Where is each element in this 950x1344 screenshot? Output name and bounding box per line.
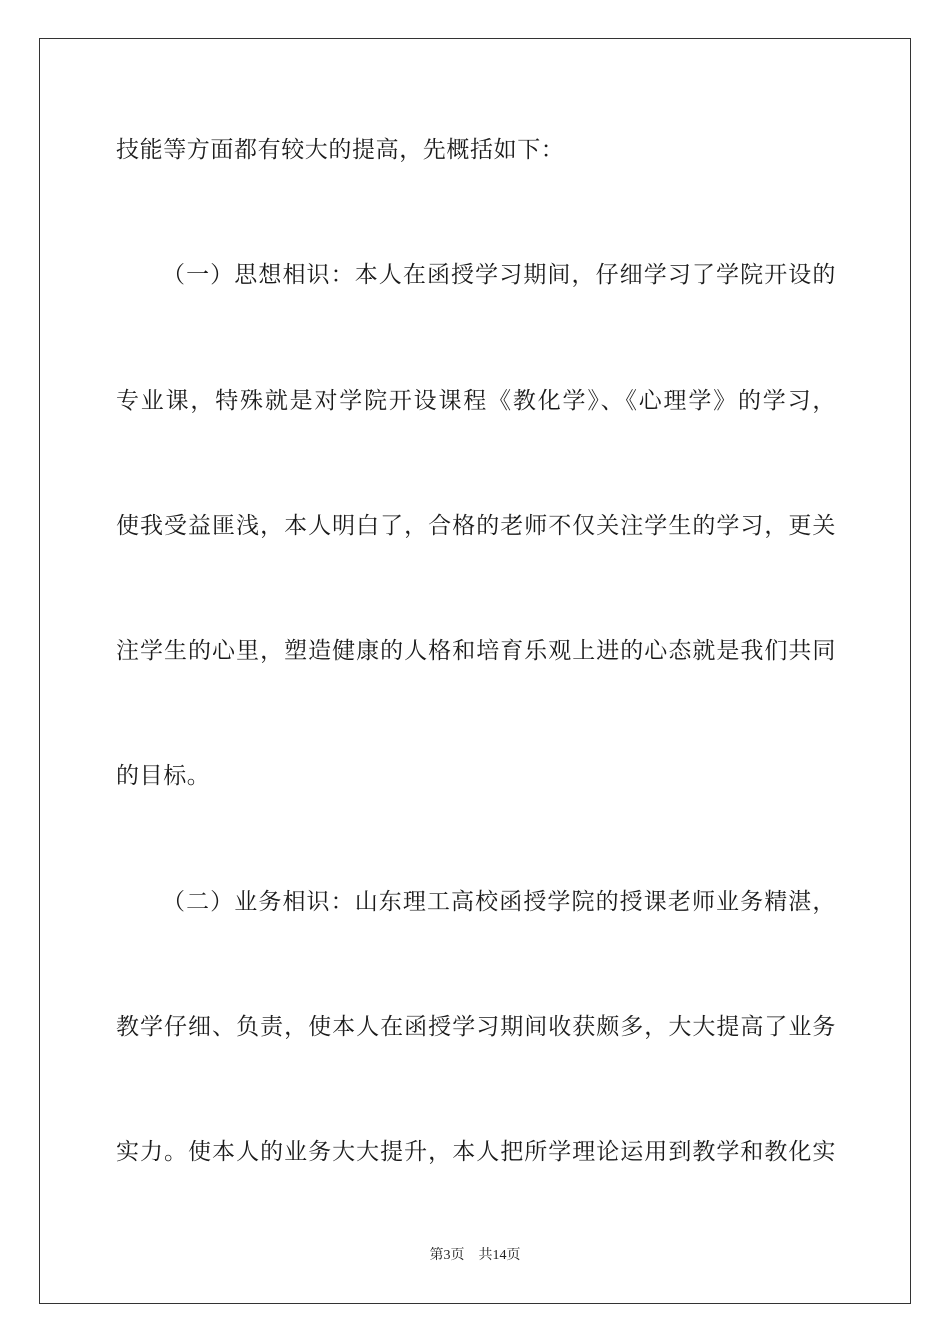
page-footer [0,1246,950,1266]
text-line: 技能等方面都有较大的提高，先概括如下： [116,137,565,163]
paragraph-1-first-line: （一）思想相识：本人在函授学习期间，仔细学习了学院开设的 [162,262,836,288]
text-line: 注学生的心里，塑造健康的人格和培育乐观上进的心态就是我们共同 [116,638,836,664]
page-number: 第3页 [429,1248,465,1263]
page-total: 共14页 [478,1248,521,1263]
text-line: 的目标。 [116,763,211,789]
text-line: 实力。使本人的业务大大提升，本人把所学理论运用到教学和教化实 [116,1139,836,1165]
text-line: 专业课，特殊就是对学院开设课程《教化学》、《心理学》的学习， [116,388,836,414]
text-line: 使我受益匪浅，本人明白了，合格的老师不仅关注学生的学习，更关 [116,513,836,539]
paragraph-2-first-line: （二）业务相识：山东理工高校函授学院的授课老师业务精湛， [162,889,836,915]
text-line: 教学仔细、负责，使本人在函授学习期间收获颇多，大大提高了业务 [116,1014,836,1040]
page-border [39,38,911,1304]
